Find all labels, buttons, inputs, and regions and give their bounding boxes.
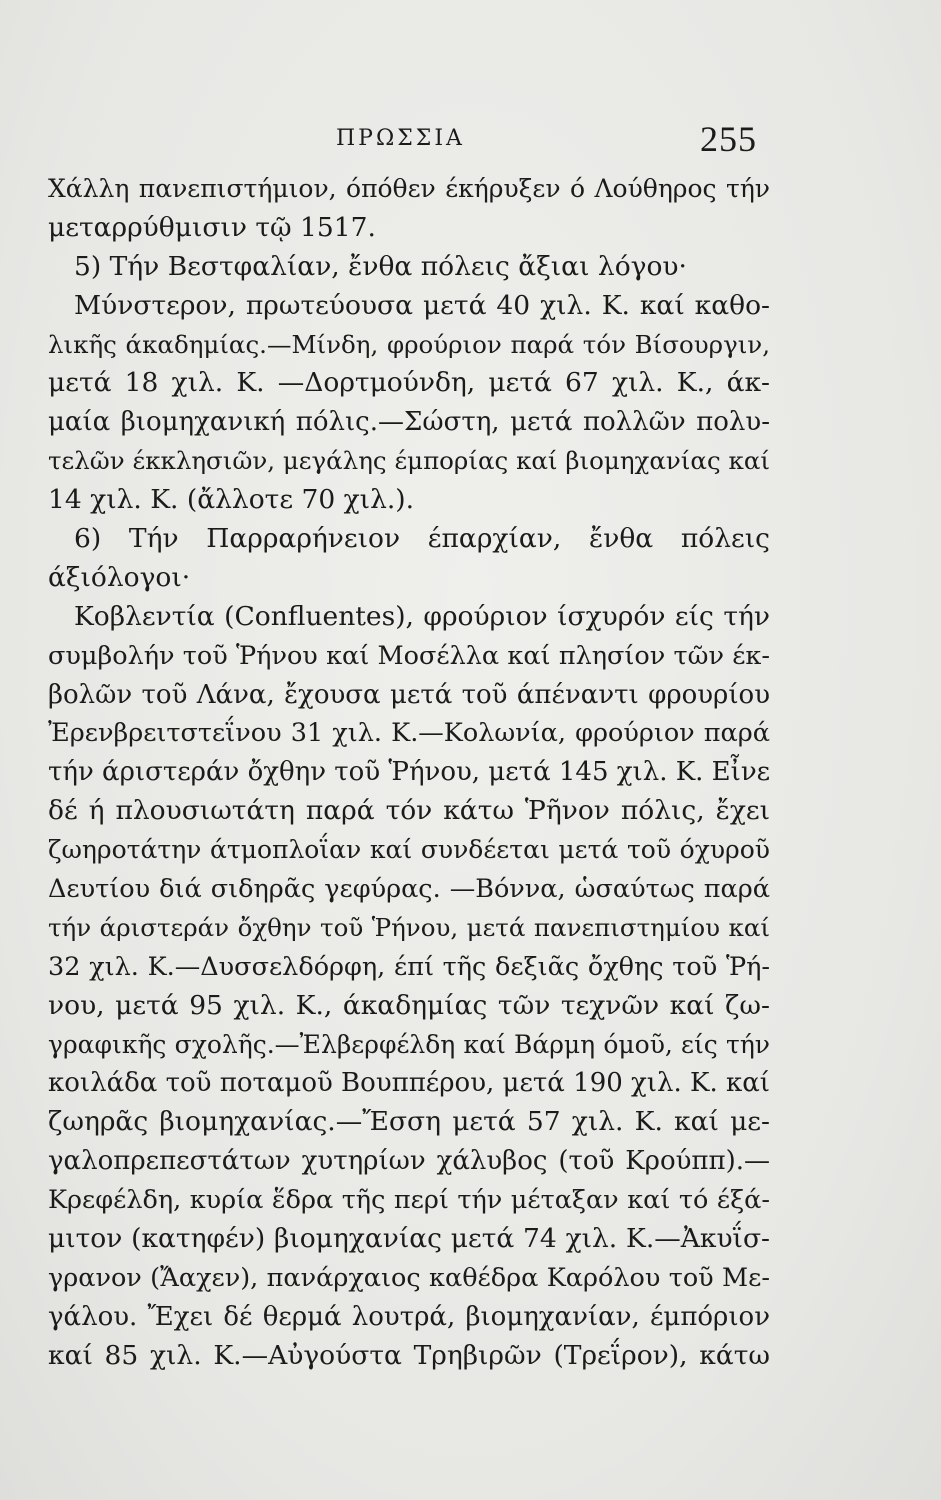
text-line: 32 χιλ. Κ.—Δυσσελδόρφη, έπί τῆς δεξιᾶς ὄχθης τοῦ Ῥή-	[48, 951, 770, 982]
running-header	[0, 118, 941, 158]
text-line: ζωηροτάτην άτμοπλοΐαν καί συνδέεται μετά τοῦ όχυροῦ	[48, 835, 770, 865]
text-line: τήν άριστεράν ὄχθην τοῦ Ῥήνου, μετά πανεπιστημίου καί	[48, 912, 770, 942]
text-line: μετά 18 χιλ. Κ. —Δορτμούνδη, μετά 67 χιλ. Κ., άκ-	[48, 367, 770, 399]
text-line: τήν άριστεράν ὄχθην τοῦ Ῥήνου, μετά 145 χιλ. Κ. Εἶνε	[48, 757, 771, 788]
section-heading-rhine-province: 6) Τήν Παρραρήνειον έπαρχίαν, ἔνθα πόλεις	[74, 523, 770, 555]
text-line: Μύνστερον, πρωτεύουσα μετά 40 χιλ. Κ. καί καθο-	[74, 289, 770, 321]
text-line: Κοβλεντία (Confluentes), φρούριον ίσχυρόν είς τήν	[74, 600, 770, 632]
text-line: μεταρρύθμισιν τῷ 1517.	[48, 211, 376, 243]
text-line: γραφικῆς σχολῆς.—Ἐλβερφέλδη καί Βάρμη όμοῦ, είς τήν	[48, 1029, 770, 1059]
text-line: γαλοπρεπεστάτων χυτηρίων χάλυβος (τοῦ Κρούππ).—	[48, 1146, 770, 1177]
text-line: καί 85 χιλ. Κ.—Αὐγούστα Τρηβιρῶν (Τρεΐρον), κάτω	[48, 1339, 770, 1371]
text-line: γάλου. Ἔχει δέ θερμά λουτρά, βιομηχανίαν, έμπόριον	[48, 1301, 770, 1332]
text-line: δέ ή πλουσιωτάτη παρά τόν κάτω Ῥῆνον πόλις, ἔχει	[48, 795, 770, 827]
text-line: λικῆς άκαδημίας.—Μίνδη, φρούριον παρά τόν Βίσουργιν,	[48, 329, 770, 359]
running-title: ΠΡΩΣΣΙΑ	[336, 126, 465, 151]
text-line: 14 χιλ. Κ. (ἄλλοτε 70 χιλ.).	[48, 484, 415, 516]
text-line: βολῶν τοῦ Λάνα, ἔχουσα μετά τοῦ άπέναντι φρουρίου	[48, 679, 770, 710]
section-heading-westphalia: 5) Τήν Βεστφαλίαν, ἔνθα πόλεις ἄξιαι λόγου·	[74, 250, 687, 282]
text-line: ζωηρᾶς βιομηχανίας.—Ἔσση μετά 57 χιλ. Κ. καί με-	[48, 1106, 770, 1138]
text-line: Ἐρενβρειτστεΐνου 31 χιλ. Κ.—Κολωνία, φρούριον παρά	[48, 718, 770, 749]
text-line: μιτον (κατηφέν) βιομηχανίας μετά 74 χιλ. Κ.—Ἀκυΐσ-	[48, 1223, 770, 1255]
text-line: μαία βιομηχανική πόλις.—Σώστη, μετά πολλῶν πολυ-	[48, 407, 770, 438]
text-line: κοιλάδα τοῦ ποταμοῦ Βουππέρου, μετά 190 χιλ. Κ. καί	[48, 1068, 770, 1099]
body-text	[48, 170, 770, 1376]
text-line: γρανον (Ἄαχεν), πανάρχαιος καθέδρα Καρόλου τοῦ Με-	[48, 1262, 770, 1293]
page-number: 255	[700, 119, 757, 159]
text-line: Κρεφέλδη, κυρία ἕδρα τῆς περί τήν μέταξαν καί τό έξά-	[48, 1185, 770, 1216]
text-line: συμβολήν τοῦ Ῥήνου καί Μοσέλλα καί πλησίον τῶν έκ-	[48, 640, 770, 671]
text-line: νου, μετά 95 χιλ. Κ., άκαδημίας τῶν τεχνῶν καί ζω-	[48, 989, 770, 1021]
text-line: τελῶν έκκλησιῶν, μεγάλης έμπορίας καί βιομηχανίας καί	[48, 446, 770, 476]
text-line: Χάλλη πανεπιστήμιον, όπόθεν έκήρυξεν ό Λούθηρος τήν	[48, 174, 770, 203]
text-line: Δευτίου διά σιδηρᾶς γεφύρας. —Βόννα, ὡσαύτως παρά	[48, 874, 770, 905]
text-line: άξιόλογοι·	[48, 561, 191, 593]
